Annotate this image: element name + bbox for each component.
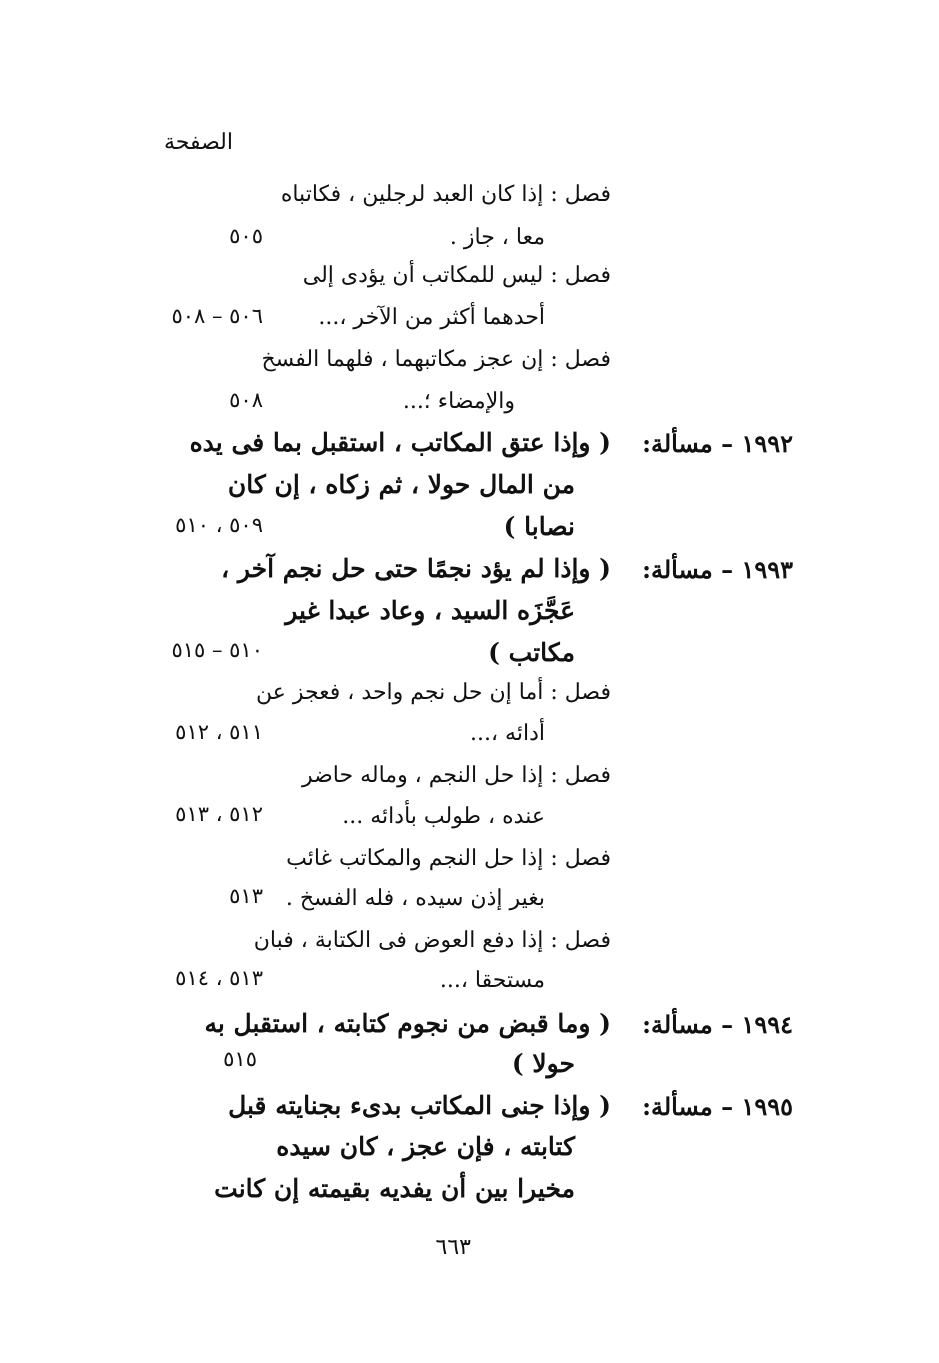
page-number: ٦٦٣ xyxy=(435,1235,471,1260)
page-reference: ٥١٣ ، ٥١٤ xyxy=(175,966,263,990)
entry-text-line: فصل : إذا حل النجم والمكاتب غائب xyxy=(286,846,611,871)
entry-text-line: فصل : إن عجز مكاتبهما ، فلهما الفسخ xyxy=(261,347,611,372)
entry-text-line: معا ، جاز . xyxy=(449,225,545,250)
issue-text-line: مخيرا بين أن يفديه بقيمته إن كانت xyxy=(214,1174,575,1203)
issue-text-line: نصابا ) xyxy=(503,512,575,541)
entry-text-line: فصل : ليس للمكاتب أن يؤدى إلى xyxy=(302,263,611,288)
page-reference: ٥١٢ ، ٥١٣ xyxy=(175,802,263,826)
page-reference: ٥٠٦ – ٥٠٨ xyxy=(171,304,263,328)
issue-number-label: ١٩٩٥ – مسألة: xyxy=(642,1092,793,1121)
entry-text-line: فصل : إذا حل النجم ، وماله حاضر xyxy=(301,763,611,788)
issue-number-label: ١٩٩٢ – مسألة: xyxy=(642,429,793,458)
page-column-header: الصفحة xyxy=(163,130,233,155)
entry-text-line: فصل : أما إن حل نجم واحد ، فعجز عن xyxy=(255,680,611,705)
entry-text-line: أحدهما أكثر من الآخر ،... xyxy=(318,305,545,330)
issue-text-line: من المال حولا ، ثم زكاه ، إن كان xyxy=(227,470,575,499)
issue-text-line: ( وإذا جنى المكاتب بدىء بجنايته قبل xyxy=(228,1091,611,1120)
page-reference: ٥٠٨ xyxy=(229,388,263,412)
issue-number-label: ١٩٩٣ – مسألة: xyxy=(642,555,793,584)
page-reference: ٥٠٥ xyxy=(229,224,263,248)
entry-text-line: فصل : إذا دفع العوض فى الكتابة ، فبان xyxy=(253,928,611,953)
page-reference: ٥١١ ، ٥١٢ xyxy=(175,720,263,744)
issue-text-line: حولا ) xyxy=(511,1049,575,1078)
issue-number-label: ١٩٩٤ – مسألة: xyxy=(642,1010,793,1039)
entry-text-line: أدائه ،... xyxy=(469,721,545,746)
entry-text-line: بغير إذن سيده ، فله الفسخ . xyxy=(285,886,545,911)
issue-text-line: كتابته ، فإن عجز ، كان سيده xyxy=(276,1132,575,1161)
entry-text-line: والإمضاء ؛... xyxy=(402,389,515,414)
page-reference: ٥١٥ xyxy=(223,1047,257,1071)
entry-text-line: مستحقا ،... xyxy=(439,968,545,993)
entry-text-line: عنده ، طولب بأدائه ... xyxy=(342,804,545,829)
issue-text-line: ( وإذا عتق المكاتب ، استقبل بما فى يده xyxy=(189,428,611,457)
issue-text-line: عَجَّزَه السيد ، وعاد عبدا غير xyxy=(285,596,575,625)
page-reference: ٥٠٩ ، ٥١٠ xyxy=(175,513,263,537)
page-reference: ٥١٠ – ٥١٥ xyxy=(171,638,263,662)
issue-text-line: مكاتب ) xyxy=(488,638,575,667)
issue-text-line: ( وما قبض من نجوم كتابته ، استقبل به xyxy=(204,1009,611,1038)
entry-text-line: فصل : إذا كان العبد لرجلين ، فكاتباه xyxy=(280,182,611,207)
issue-text-line: ( وإذا لم يؤد نجمًا حتى حل نجم آخر ، xyxy=(221,554,611,583)
page-reference: ٥١٣ xyxy=(229,884,263,908)
